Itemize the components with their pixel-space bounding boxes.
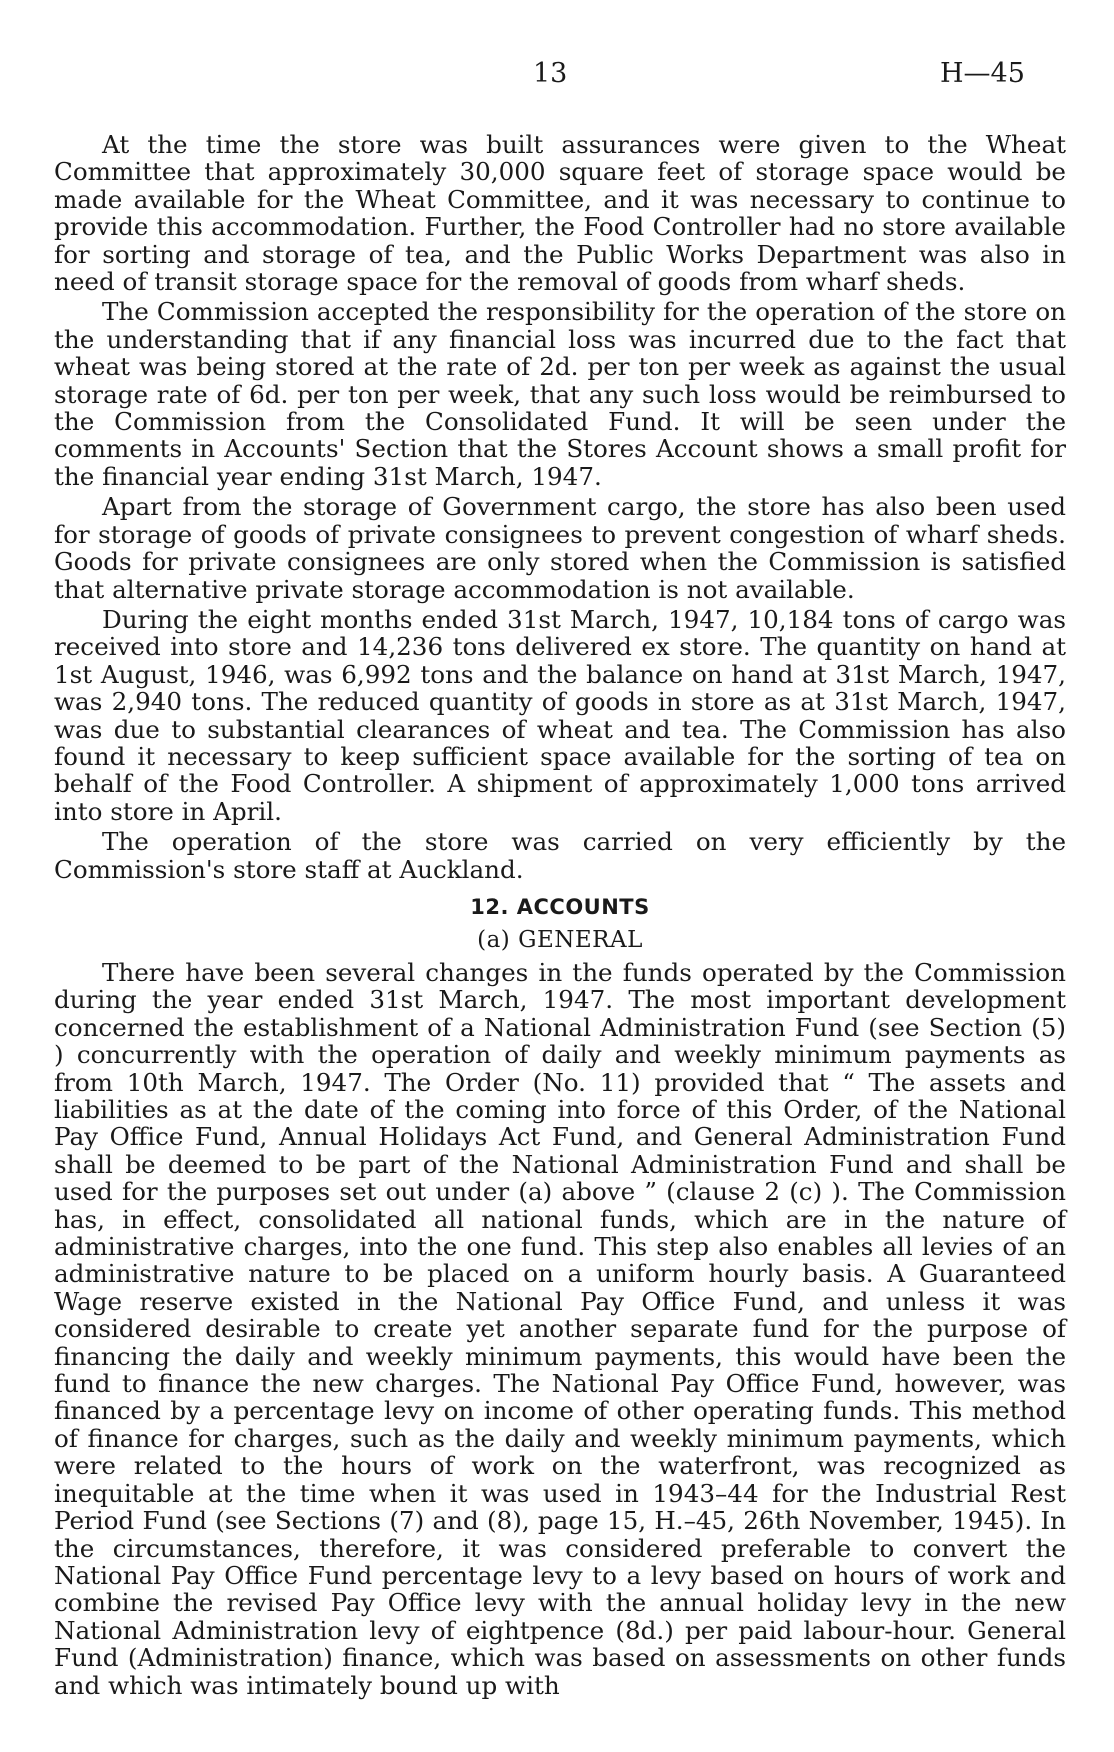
- body-text: [54, 131, 1066, 1702]
- paragraph-store-operation: The operation of the store was carried on very efficiently by the Commission's store staff at Auckland.: [54, 827, 1066, 884]
- paragraph-private-consignees: Apart from the storage of Government cargo, the store has also been used for storage of goods of private consignees to prevent congestion of wharf sheds. Goods for private consignees are only stored when the Commission is satisfied that alternative private storage accommodation is not available.: [54, 492, 1066, 604]
- paragraph-fund-changes: There have been several changes in the funds operated by the Commission during the year ended 31st March, 1947. The most important development concerned the establishment of a National Administration Fund (see Section (5) ) concurrently with the operation of daily and weekly minimum payments as from 10th March, 1947. The Order (No. 11) provided that “ The assets and liabilities as at the date of the coming into force of this Order, of the National Pay Office Fund, Annual Holidays Act Fund, and General Administration Fund shall be deemed to be part of the National Administration Fund and shall be used for the purposes set out under (a) above ” (clause 2 (c) ). The Commission has, in effect, consolidated all national funds, which are in the nature of administrative charges, into the one fund. This step also enables all levies of an administrative nature to be placed on a uniform hourly basis. A Guaranteed Wage reserve existed in the National Pay Office Fund, and unless it was considered desirable to create yet another separate fund for the purpose of financing the daily and weekly minimum payments, this would have been the fund to finance the new charges. The National Pay Office Fund, however, was financed by a percentage levy on income of other operating funds. This method of finance for charges, such as the daily and weekly minimum payments, which were related to the hours of work on the waterfront, was recognized as inequitable at the time when it was used in 1943–44 for the Industrial Rest Period Fund (see Sections (7) and (8), page 15, H.–45, 26th November, 1945). In the circumstances, therefore, it was considered preferable to convert the National Pay Office Fund percentage levy to a levy based on hours of work and combine the revised Pay Office levy with the annual holiday levy in the new National Administration levy of eightpence (8d.) per paid labour-hour. General Fund (Administration) finance, which was based on assessments on other funds and which was intimately bound up with: [54, 957, 1066, 1700]
- section-heading-accounts: 12. ACCOUNTS: [470, 894, 650, 919]
- paragraph-cargo-tonnage: During the eight months ended 31st March, 1947, 10,184 tons of cargo was received into store and 14,236 tons delivered ex store. The quantity on hand at 1st August, 1946, was 6,992 tons and the balance on hand at 31st March, 1947, was 2,940 tons. The reduced quantity of goods in store as at 31st March, 1947, was due to substantial clearances of wheat and tea. The Commission has also found it necessary to keep sufficient space available for the sorting of tea on behalf of the Food Controller. A shipment of approximately 1,000 tons arrived into store in April.: [54, 604, 1066, 826]
- paragraph-store-assurances: At the time the store was built assurances were given to the Wheat Committee that approximately 30,000 square feet of storage space would be made available for the Wheat Committee, and it was necessary to continue to provide this accommodation. Further, the Food Controller had no store available for sorting and storage of tea, and the Public Works Department was also in need of transit storage space for the removal of goods from wharf sheds.: [54, 130, 1066, 297]
- document-reference: H—45: [940, 58, 1025, 89]
- subsection-heading-general: (a) GENERAL: [477, 926, 643, 953]
- page-header: [0, 58, 1114, 98]
- paragraph-commission-responsibility: The Commission accepted the responsibility for the operation of the store on the understanding that if any financial loss was incurred due to the fact that wheat was being stored at the rate of 2d. per ton per week as against the usual storage rate of 6d. per ton per week, that any such loss would be reimbursed to the Commission from the Consolidated Fund. It will be seen under the comments in Accounts' Section that the Stores Account shows a small profit for the financial year ending 31st March, 1947.: [54, 297, 1066, 491]
- page-number: 13: [533, 58, 568, 89]
